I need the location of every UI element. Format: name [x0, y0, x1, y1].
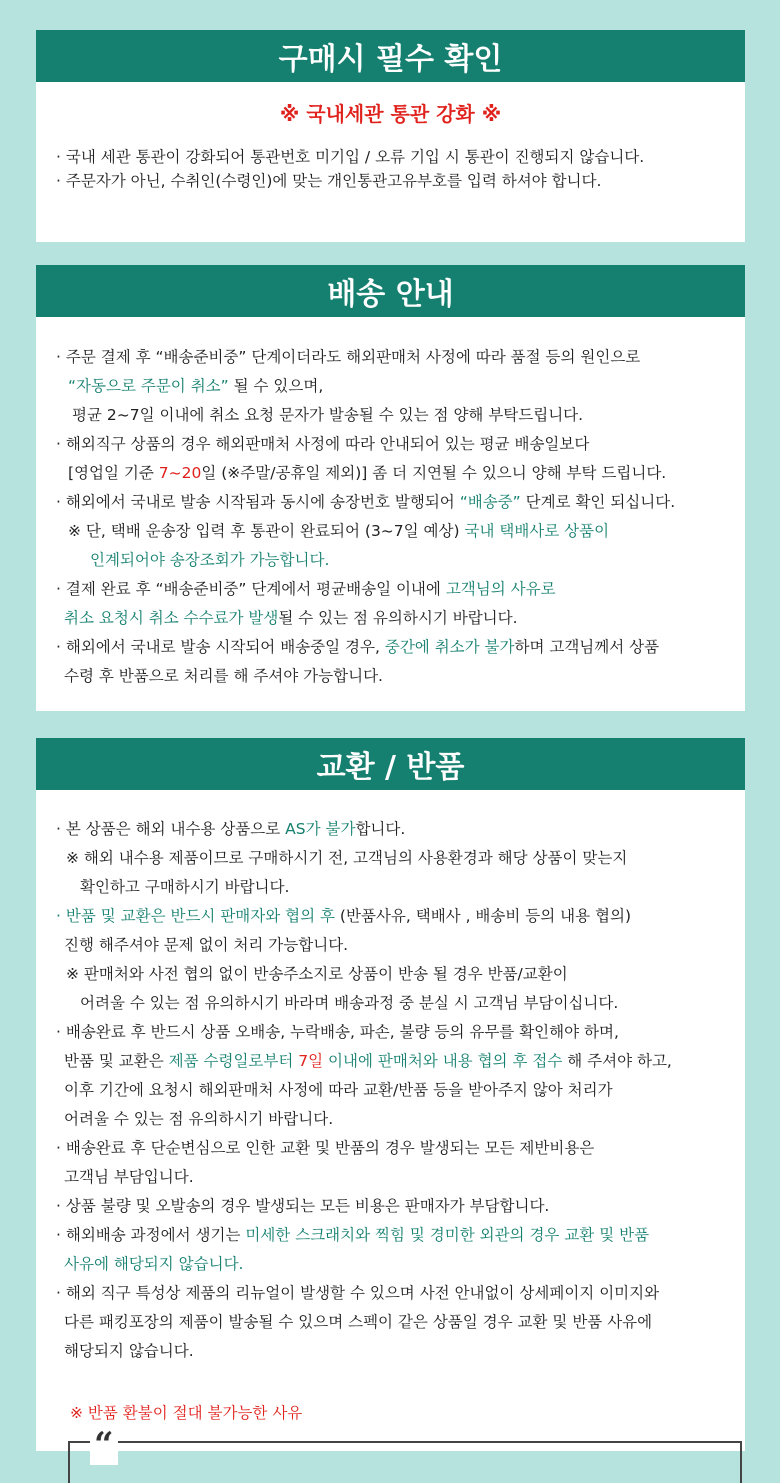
- shipping-line: [56, 492, 675, 512]
- text-span: · 해외에서 국내로 발송 시작됨과 동시에 송장번호 발행되어: [56, 493, 460, 511]
- returns-line: 다른 패킹포장의 제품이 발송될 수 있으며 스펙이 같은 상품일 경우 교환 및 반품 사유에: [64, 1313, 653, 1331]
- customs-subtitle: ※ 국내세관 통관 강화 ※: [279, 102, 502, 126]
- shipping-line: 수령 후 반품으로 처리를 해 주셔야 가능합니다.: [64, 667, 383, 685]
- highlight-green: 미세한 스크래치와 찍힘 및 경미한 외관의 경우 교환 및 반품: [245, 1226, 650, 1244]
- shipping-line: · 해외직구 상품의 경우 해외판매처 사정에 따라 안내되어 있는 평균 배송일보다: [56, 435, 590, 453]
- shipping-line: [64, 608, 518, 628]
- returns-line: 어려울 수 있는 점 유의하시기 바라며 배송과정 중 분실 시 고객님 부담이십니다.: [80, 994, 619, 1012]
- text-span: · 본 상품은 해외 내수용 상품으로: [56, 820, 286, 838]
- shipping-line: 인계되어야 송장조회가 가능합니다.: [90, 551, 330, 569]
- nonrefund-quote-box: [68, 1425, 742, 1483]
- text-span: 하며 고객님께서 상품: [514, 638, 660, 656]
- quote-icon: “: [90, 1425, 118, 1465]
- highlight-red: 7~20: [158, 464, 202, 482]
- customs-header: 구매시 필수 확인: [36, 30, 745, 82]
- returns-header: 교환 / 반품: [36, 738, 745, 790]
- text-span: ※ 단, 택배 운송장 입력 후 통관이 완료되어 (3~7일 예상): [68, 522, 465, 540]
- customs-line-1: · 국내 세관 통관이 강화되어 통관번호 미기입 / 오류 기입 시 통관이 진행되지 않습니다.: [56, 148, 645, 166]
- text-span: 될 수 있으며,: [228, 377, 324, 395]
- returns-line: [56, 1225, 649, 1245]
- returns-line: 어려울 수 있는 점 유의하시기 바랍니다.: [64, 1110, 334, 1128]
- shipping-line: [68, 376, 323, 396]
- highlight-red: 7일: [298, 1052, 324, 1070]
- text-span: 반품 및 교환은: [64, 1052, 169, 1070]
- customs-section: [36, 30, 745, 242]
- shipping-line: [68, 463, 666, 483]
- returns-line: [56, 819, 405, 839]
- returns-line: · 배송완료 후 반드시 상품 오배송, 누락배송, 파손, 불량 등의 유무를 확인해야 하며,: [56, 1023, 619, 1041]
- customs-line-2: · 주문자가 아닌, 수취인(수령인)에 맞는 개인통관고유부호를 입력 하셔야 합니다.: [56, 172, 602, 190]
- text-span: 일 (※주말/공휴일 제외)] 좀 더 지연될 수 있으니 양해 부탁 드립니다.: [201, 464, 667, 482]
- returns-line: 해당되지 않습니다.: [64, 1342, 194, 1360]
- text-span: · 해외배송 과정에서 생기는: [56, 1226, 246, 1244]
- highlight-green: “자동으로 주문이 취소”: [68, 377, 229, 395]
- text-span: [영업일 기준: [68, 464, 159, 482]
- highlight-green: 이내에 판매처와 내용 협의 후 접수: [323, 1052, 563, 1070]
- highlight-green: “배송중”: [459, 493, 521, 511]
- returns-line: ※ 해외 내수용 제품이므로 구매하시기 전, 고객님의 사용환경과 해당 상품이 맞는지: [66, 849, 628, 867]
- shipping-line: · 주문 결제 후 “배송준비중” 단계이더라도 해외판매처 사정에 따라 품절 등의 원인으로: [56, 348, 641, 366]
- returns-line: [56, 906, 631, 926]
- text-span: · 해외에서 국내로 발송 시작되어 배송중일 경우,: [56, 638, 385, 656]
- nonrefund-title: ※ 반품 환불이 절대 불가능한 사유: [70, 1404, 303, 1422]
- highlight-green: · 반품 및 교환은 반드시 판매자와 협의 후: [56, 907, 335, 925]
- returns-line: 이후 기간에 요청시 해외판매처 사정에 따라 교환/반품 등을 받아주지 않아 처리가: [64, 1081, 613, 1099]
- returns-line: [64, 1051, 672, 1071]
- shipping-line: [56, 579, 556, 599]
- shipping-line: [68, 521, 609, 541]
- returns-line: 사유에 해당되지 않습니다.: [64, 1255, 244, 1273]
- returns-line: · 해외 직구 특성상 제품의 리뉴얼이 발생할 수 있으며 사전 안내없이 상세페이지 이미지와: [56, 1284, 660, 1302]
- returns-section: [36, 738, 745, 1451]
- highlight-green: 취소 요청시 취소 수수료가 발생: [64, 609, 279, 627]
- text-span: 합니다.: [355, 820, 406, 838]
- highlight-green: 제품 수령일로부터: [168, 1052, 299, 1070]
- text-span: · 결제 완료 후 “배송준비중” 단계에서 평균배송일 이내에: [56, 580, 446, 598]
- shipping-section: [36, 265, 745, 711]
- shipping-line: 평균 2~7일 이내에 취소 요청 문자가 발송될 수 있는 점 양해 부탁드립니다.: [72, 406, 584, 424]
- returns-line: 고객님 부담입니다.: [64, 1168, 194, 1186]
- text-span: 해 주셔야 하고,: [562, 1052, 672, 1070]
- returns-line: ※ 판매처와 사전 협의 없이 반송주소지로 상품이 반송 될 경우 반품/교환이: [66, 965, 568, 983]
- highlight-green: AS가 불가: [285, 820, 356, 838]
- returns-line: · 배송완료 후 단순변심으로 인한 교환 및 반품의 경우 발생되는 모든 제반비용은: [56, 1139, 595, 1157]
- returns-line: 진행 해주셔야 문제 없이 처리 가능합니다.: [64, 936, 349, 954]
- highlight-green: 중간에 취소가 불가: [384, 638, 515, 656]
- shipping-header: 배송 안내: [36, 265, 745, 317]
- shipping-line: [56, 637, 659, 657]
- text-span: 단계로 확인 되십니다.: [520, 493, 676, 511]
- returns-line: 확인하고 구매하시기 바랍니다.: [80, 878, 290, 896]
- text-span: 될 수 있는 점 유의하시기 바랍니다.: [278, 609, 518, 627]
- highlight-green: 고객님의 사유로: [445, 580, 556, 598]
- returns-line: · 상품 불량 및 오발송의 경우 발생되는 모든 비용은 판매자가 부담합니다.: [56, 1197, 550, 1215]
- text-span: (반품사유, 택배사 , 배송비 등의 내용 협의): [335, 907, 632, 925]
- highlight-green: 국내 택배사로 상품이: [464, 522, 610, 540]
